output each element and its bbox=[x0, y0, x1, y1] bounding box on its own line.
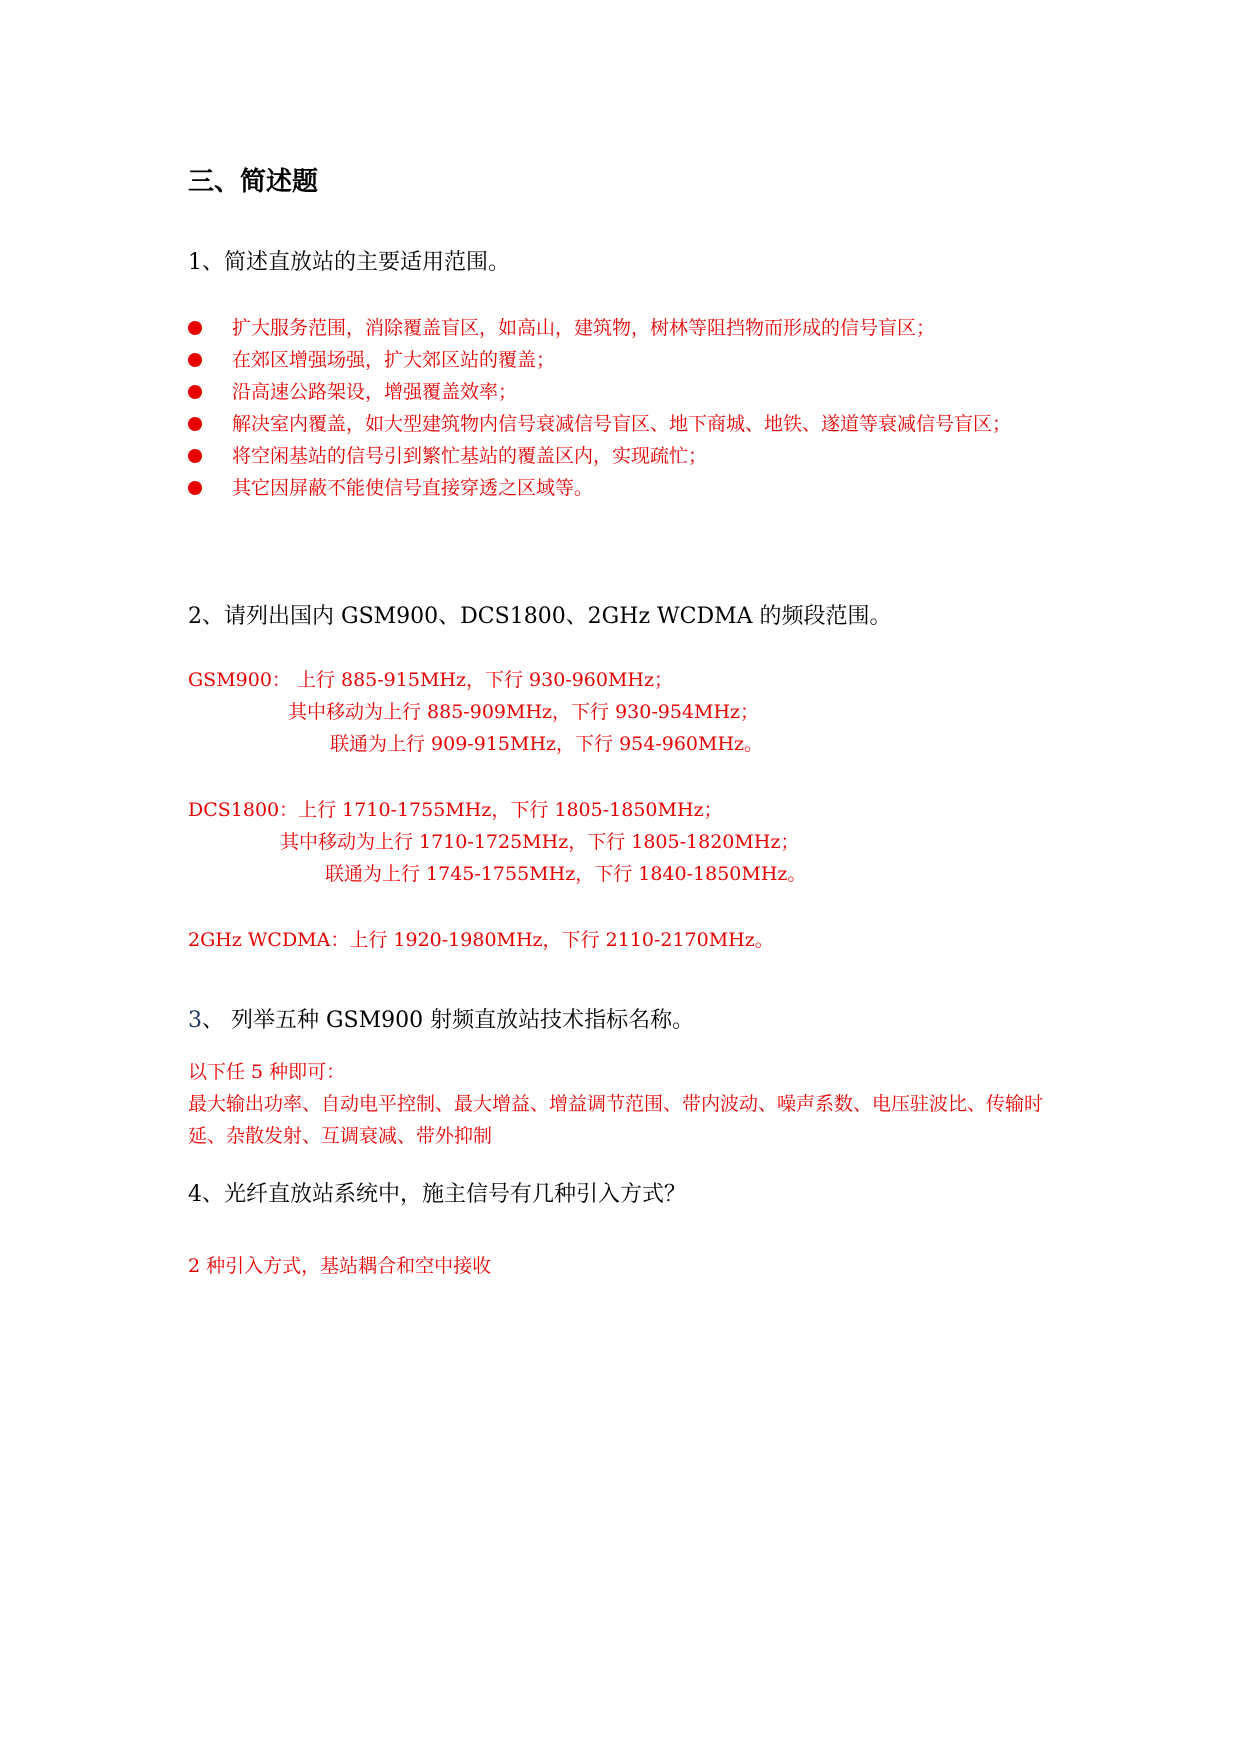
dcs1800-line-3: 联通为上行 1745-1755MHz，下行 1840-1850MHz。 bbox=[325, 863, 807, 885]
question-3-text: 、 列举五种 GSM900 射频直放站技术指标名称。 bbox=[202, 1008, 695, 1033]
dcs1800-line-1: DCS1800：上行 1710-1755MHz，下行 1805-1850MHz； bbox=[188, 799, 723, 821]
bullet-dot-icon bbox=[188, 449, 202, 463]
list-item-text: 解决室内覆盖，如大型建筑物内信号衰减信号盲区、地下商城、地铁、遂道等衰减信号盲区； bbox=[232, 413, 1012, 435]
list-item bbox=[188, 312, 1068, 344]
question-2: 2、请列出国内 GSM900、DCS1800、2GHz WCDMA 的频段范围。 bbox=[188, 604, 892, 629]
list-item bbox=[188, 344, 1068, 376]
q1-answer-list bbox=[188, 312, 1068, 504]
question-4: 4、光纤直放站系统中，施主信号有几种引入方式？ bbox=[188, 1182, 686, 1207]
bullet-dot-icon bbox=[188, 385, 202, 399]
q3-answer-body: 最大输出功率、自动电平控制、最大增益、增益调节范围、带内波动、噪声系数、电压驻波比、传输时延、杂散发射、互调衰减、带外抑制 bbox=[188, 1093, 1044, 1147]
dcs1800-line-2: 其中移动为上行 1710-1725MHz，下行 1805-1820MHz； bbox=[280, 831, 800, 853]
bullet-dot-icon bbox=[188, 417, 202, 431]
gsm900-line-3: 联通为上行 909-915MHz，下行 954-960MHz。 bbox=[330, 733, 764, 755]
section-title: 三、简述题 bbox=[188, 167, 319, 197]
question-3 bbox=[188, 1006, 694, 1036]
list-item-text: 扩大服务范围，消除覆盖盲区，如高山，建筑物，树林等阻挡物而形成的信号盲区； bbox=[232, 317, 936, 339]
q3-answer-intro: 以下任 5 种即可： bbox=[188, 1061, 346, 1083]
bullet-dot-icon bbox=[188, 321, 202, 335]
list-item bbox=[188, 408, 1068, 440]
bullet-dot-icon bbox=[188, 353, 202, 367]
list-item bbox=[188, 440, 1068, 472]
list-item-text: 其它因屏蔽不能使信号直接穿透之区域等。 bbox=[232, 477, 594, 499]
gsm900-line-2: 其中移动为上行 885-909MHz，下行 930-954MHz； bbox=[288, 701, 760, 723]
list-item-text: 将空闲基站的信号引到繁忙基站的覆盖区内，实现疏忙； bbox=[232, 445, 708, 467]
list-item-text: 沿高速公路架设，增强覆盖效率； bbox=[232, 381, 518, 403]
gsm900-line-1: GSM900： 上行 885-915MHz，下行 930-960MHz； bbox=[188, 669, 674, 691]
list-item-text: 在郊区增强场强，扩大郊区站的覆盖； bbox=[232, 349, 556, 371]
q4-answer: 2 种引入方式，基站耦合和空中接收 bbox=[188, 1255, 492, 1277]
bullet-dot-icon bbox=[188, 481, 202, 495]
question-3-number: 3 bbox=[188, 1008, 202, 1033]
wcdma-line: 2GHz WCDMA：上行 1920-1980MHz，下行 2110-2170MHz。 bbox=[188, 929, 774, 951]
question-1: 1、简述直放站的主要适用范围。 bbox=[188, 250, 510, 275]
list-item bbox=[188, 376, 1068, 408]
list-item bbox=[188, 472, 1068, 504]
